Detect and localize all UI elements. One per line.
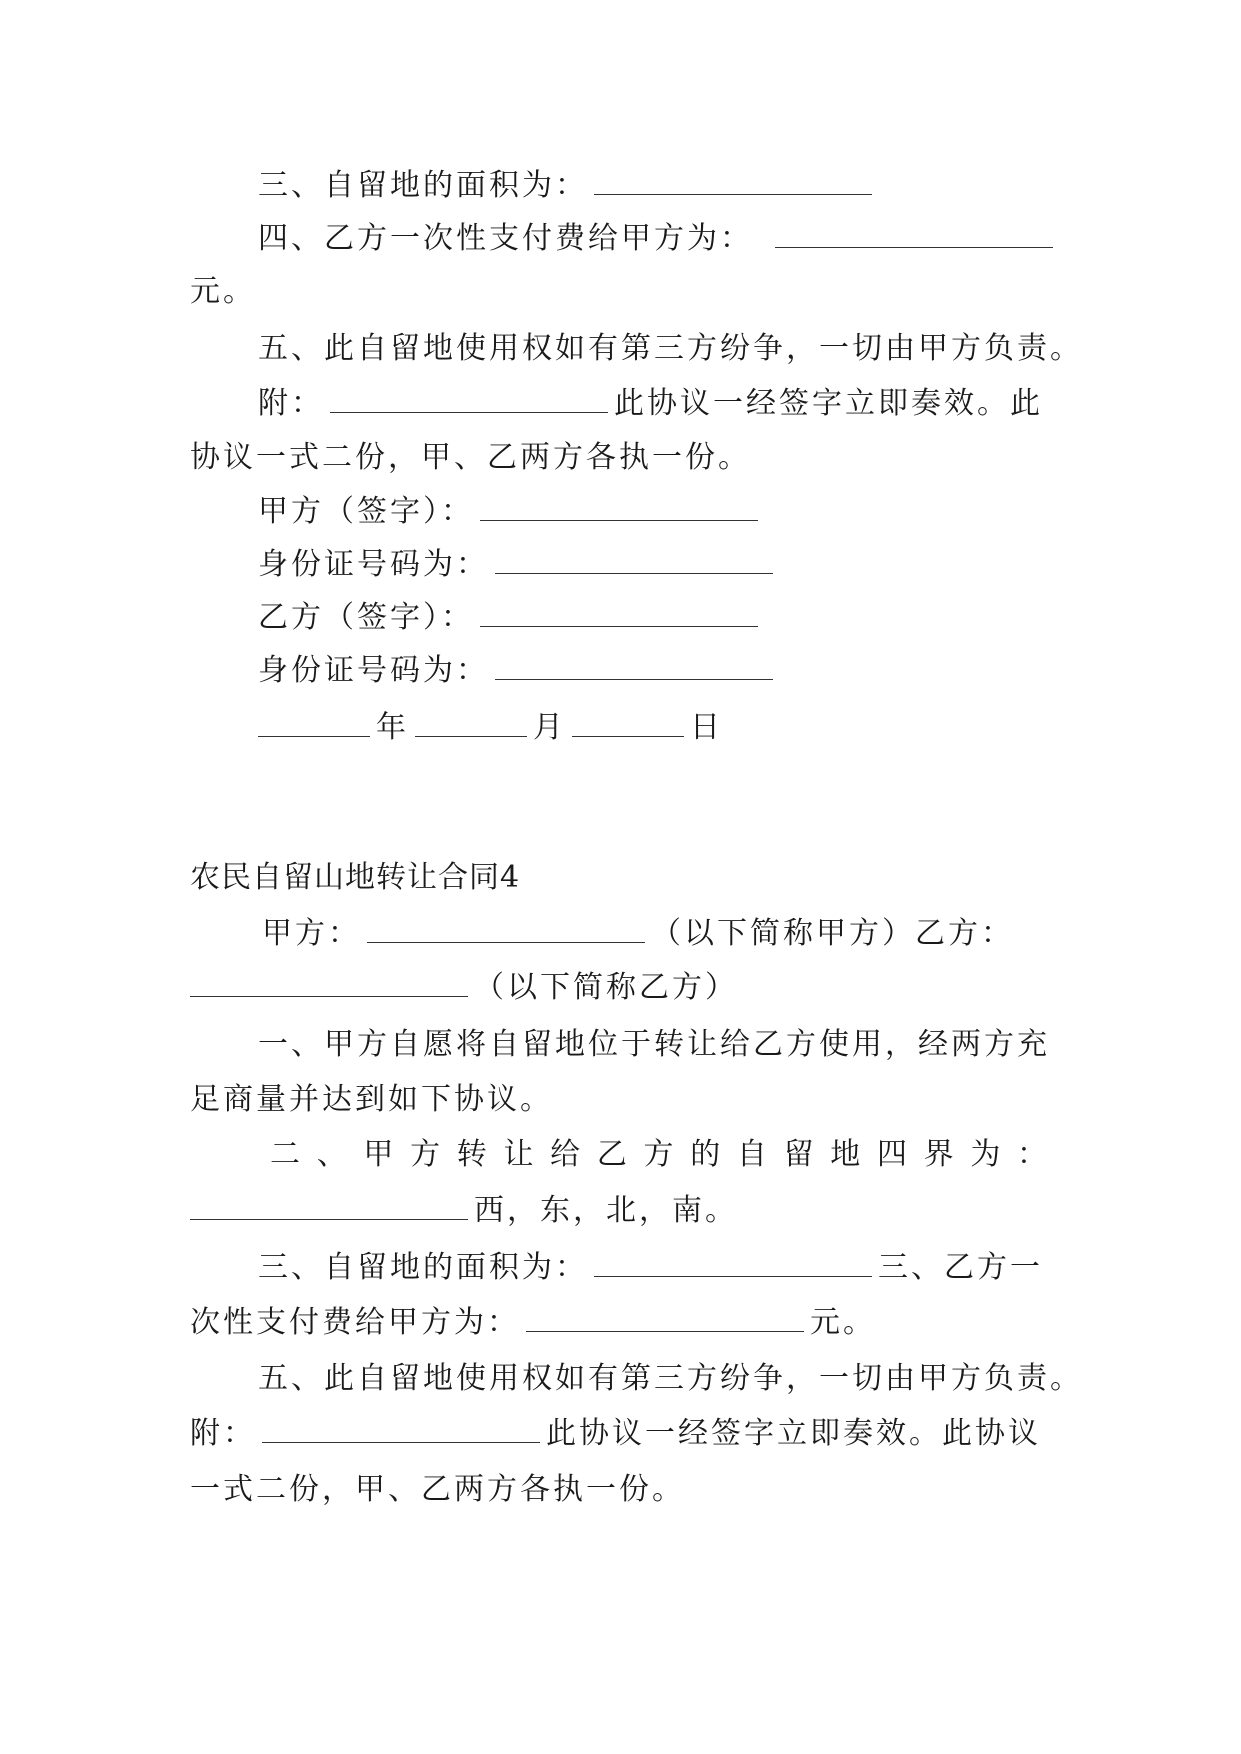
contract-title [190, 850, 1050, 906]
party-b-sign-label: 乙方（签字）： [258, 600, 474, 635]
year-label: 年 [376, 710, 409, 745]
clause-2-char: 地 [830, 1137, 864, 1172]
clause-3-text: 三、乙方一 [878, 1250, 1043, 1285]
copies-2-text: 一式二份，甲、乙两方各执一份。 [190, 1472, 685, 1507]
party-a-blank [367, 912, 645, 943]
clause-2-char: 界 [923, 1137, 957, 1172]
party-b-sign-blank [480, 596, 758, 627]
para-attachment [258, 376, 1118, 432]
parties-line-cont [190, 960, 1050, 1016]
clause-3-cont [190, 1295, 1050, 1351]
party-a-sign [258, 484, 1118, 540]
clause-2-char: 甲 [363, 1137, 397, 1172]
attachment-text: 此协议一经签字立即奏效。此 [614, 386, 1043, 421]
para-copies [190, 430, 1050, 486]
clause-5-text: 五、此自留地使用权如有第三方纷争，一切由甲方负责。 [258, 1361, 1083, 1396]
party-b-id-blank [495, 649, 773, 680]
clause-2-char: 的 [690, 1137, 724, 1172]
party-b-blank [190, 966, 468, 997]
clause-3-label: 三、自留地的面积为： [258, 1250, 588, 1285]
clause-2-cont [190, 1183, 1050, 1239]
boundary-blank [190, 1189, 468, 1220]
dispute-text: 五、此自留地使用权如有第三方纷争，一切由甲方负责。 [258, 331, 1083, 366]
para-dispute [258, 321, 1118, 377]
attachment-2 [190, 1406, 1050, 1462]
day-blank [572, 706, 684, 737]
clause-3-yuan: 元。 [810, 1305, 876, 1340]
copies-2 [190, 1462, 1050, 1518]
party-a-id-label: 身份证号码为： [258, 547, 489, 582]
para-payment-cont [190, 264, 1050, 320]
yuan-text: 元。 [190, 274, 256, 309]
clause-2-char: 方 [410, 1137, 444, 1172]
clause-2-char: 为 [970, 1137, 1004, 1172]
clause-2-char: 四 [876, 1137, 910, 1172]
para-payment [258, 211, 1118, 267]
month-label: 月 [533, 710, 566, 745]
clause-1-text: 一、甲方自愿将自留地位于转让给乙方使用，经两方充 [258, 1027, 1050, 1062]
area-blank [594, 164, 872, 195]
date-line [258, 700, 1118, 756]
clause-2-char: 自 [736, 1137, 770, 1172]
clause-3 [258, 1240, 1118, 1296]
clause-2-char: 留 [783, 1137, 817, 1172]
clause-1-cont [190, 1072, 1050, 1128]
para-area [258, 158, 1118, 214]
clause-3-cont-label: 次性支付费给甲方为： [190, 1305, 520, 1340]
party-a-id-blank [495, 543, 773, 574]
party-b-abbr: （以下简称乙方） [474, 970, 738, 1005]
contract-title-text: 农民自留山地转让合同4 [190, 860, 521, 895]
party-b-sign [258, 590, 1118, 646]
party-a-abbr: （以下简称甲方）乙方： [651, 916, 1014, 951]
party-a-sign-blank [480, 490, 758, 521]
clause-1 [258, 1017, 1118, 1073]
parties-line [262, 906, 1122, 962]
clause-3-blank [594, 1246, 872, 1277]
attachment-label: 附： [258, 386, 324, 421]
clause-3-cont-blank [526, 1301, 804, 1332]
clause-1-cont-text: 足商量并达到如下协议。 [190, 1082, 553, 1117]
attachment-2-blank [262, 1412, 540, 1443]
party-a-sign-label: 甲方（签字）： [258, 494, 474, 529]
clause-5 [258, 1351, 1118, 1407]
payment-label: 四、乙方一次性支付费给甲方为： [258, 221, 753, 256]
attachment-2-text: 此协议一经签字立即奏效。此协议 [546, 1416, 1041, 1451]
payment-blank [775, 217, 1053, 248]
day-label: 日 [690, 710, 723, 745]
party-a-id [258, 537, 1118, 593]
clause-2 [270, 1127, 1050, 1183]
boundary-text: 西，东，北，南。 [474, 1193, 738, 1228]
clause-2-char: 乙 [596, 1137, 630, 1172]
clause-2-char: 二 [270, 1137, 303, 1172]
attachment-blank [330, 382, 608, 413]
party-b-id [258, 643, 1118, 699]
party-b-id-label: 身份证号码为： [258, 653, 489, 688]
attachment-2-label: 附： [190, 1416, 256, 1451]
clause-2-char: 转 [456, 1137, 490, 1172]
area-label: 三、自留地的面积为： [258, 168, 588, 203]
month-blank [415, 706, 527, 737]
clause-2-char: 让 [503, 1137, 537, 1172]
clause-2-char: 、 [316, 1137, 350, 1172]
year-blank [258, 706, 370, 737]
clause-2-char: 方 [643, 1137, 677, 1172]
copies-text: 协议一式二份，甲、乙两方各执一份。 [190, 440, 751, 475]
clause-2-char: ： [1017, 1137, 1050, 1172]
clause-2-char: 给 [550, 1137, 584, 1172]
party-a-label: 甲方： [262, 916, 361, 951]
